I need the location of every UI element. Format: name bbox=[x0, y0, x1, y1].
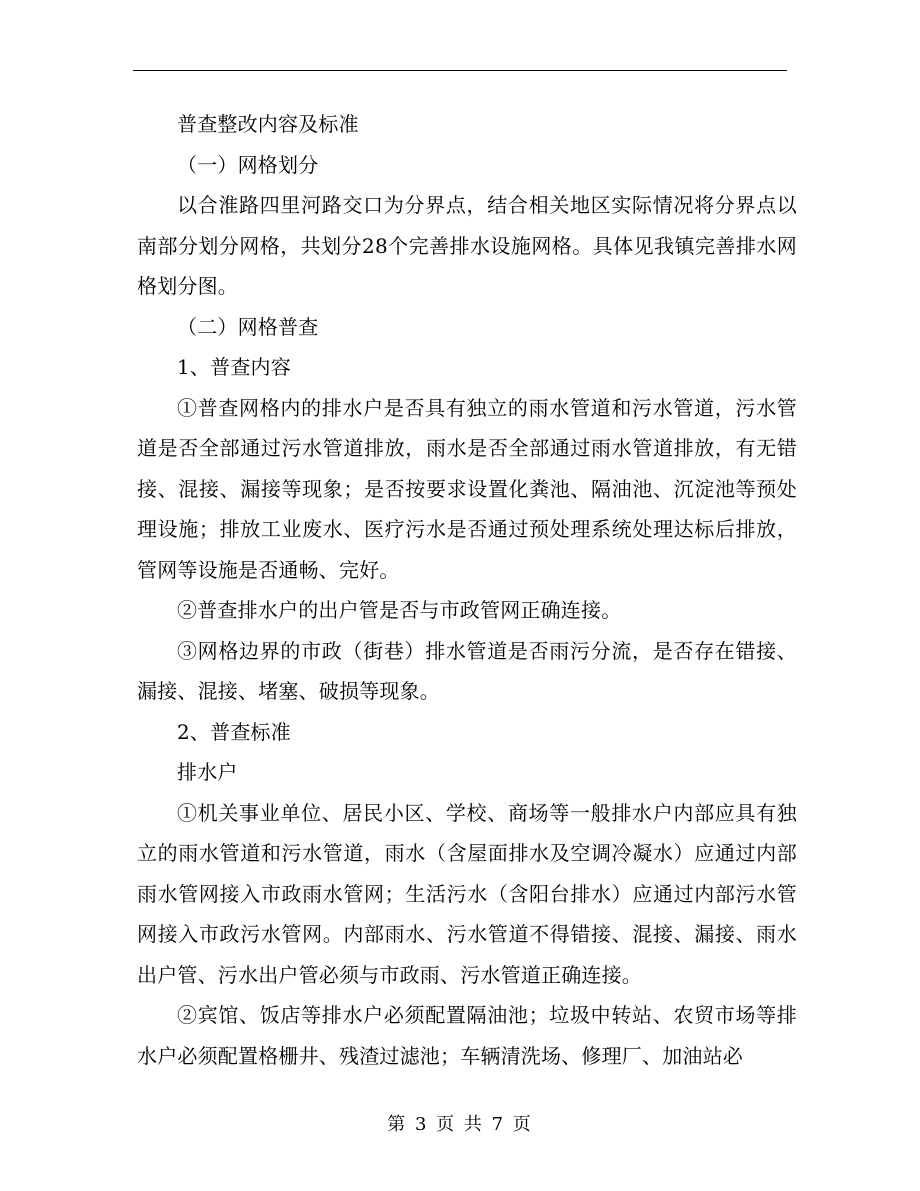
paragraph-survey-item-3: ③网格边界的市政（街巷）排水管道是否雨污分流，是否存在错接、漏接、混接、堵塞、破损等现象。 bbox=[137, 638, 797, 703]
subsection-heading-grid-division: （一）网格划分 bbox=[177, 152, 319, 177]
page-number: 第 3 页 共 7 页 bbox=[387, 1114, 533, 1135]
document-body bbox=[137, 104, 797, 1076]
header-rule bbox=[133, 70, 787, 71]
paragraph-survey-item-2: ②普查排水户的出户管是否与市政管网正确连接。 bbox=[177, 598, 622, 622]
item-heading-survey-content: 1、普查内容 bbox=[177, 355, 291, 379]
paragraph-grid-division: 以合淮路四里河路交口为分界点，结合相关地区实际情况将分界点以南部分划分网格，共划分28个完善排水设施网格。具体见我镇完善排水网格划分图。 bbox=[137, 193, 797, 298]
paragraph-standard-item-1: ①机关事业单位、居民小区、学校、商场等一般排水户内部应具有独立的雨水管道和污水管道，雨水（含屋面排水及空调冷凝水）应通过内部雨水管网接入市政雨水管网；生活污水（含阳台排水）应通过内部污水管网接入市政污水管网。内部雨水、污水管道不得错接、混接、漏接、雨水出户管、污水出户管必须与市政雨、污水管道正确连接。 bbox=[137, 800, 797, 987]
paragraph-standard-item-2: ②宾馆、饭店等排水户必须配置隔油池；垃圾中转站、农贸市场等排水户必须配置格栅井、残渣过滤池；车辆清洗场、修理厂、加油站必 bbox=[137, 1003, 797, 1068]
subsection-heading-grid-survey: （二）网格普查 bbox=[177, 314, 319, 339]
paragraph-survey-item-1: ①普查网格内的排水户是否具有独立的雨水管道和污水管道，污水管道是否全部通过污水管道排放，雨水是否全部通过雨水管道排放，有无错接、混接、漏接等现象；是否按要求设置化粪池、隔油池、沉淀池等预处理设施；排放工业废水、医疗污水是否通过预处理系统处理达标后排放，管网等设施是否通畅、完好。 bbox=[137, 395, 797, 582]
label-drainage-households: 排水户 bbox=[177, 760, 238, 784]
page-footer bbox=[0, 1110, 920, 1136]
item-heading-survey-standard: 2、普查标准 bbox=[177, 719, 291, 744]
section-heading: 普查整改内容及标准 bbox=[177, 112, 359, 136]
